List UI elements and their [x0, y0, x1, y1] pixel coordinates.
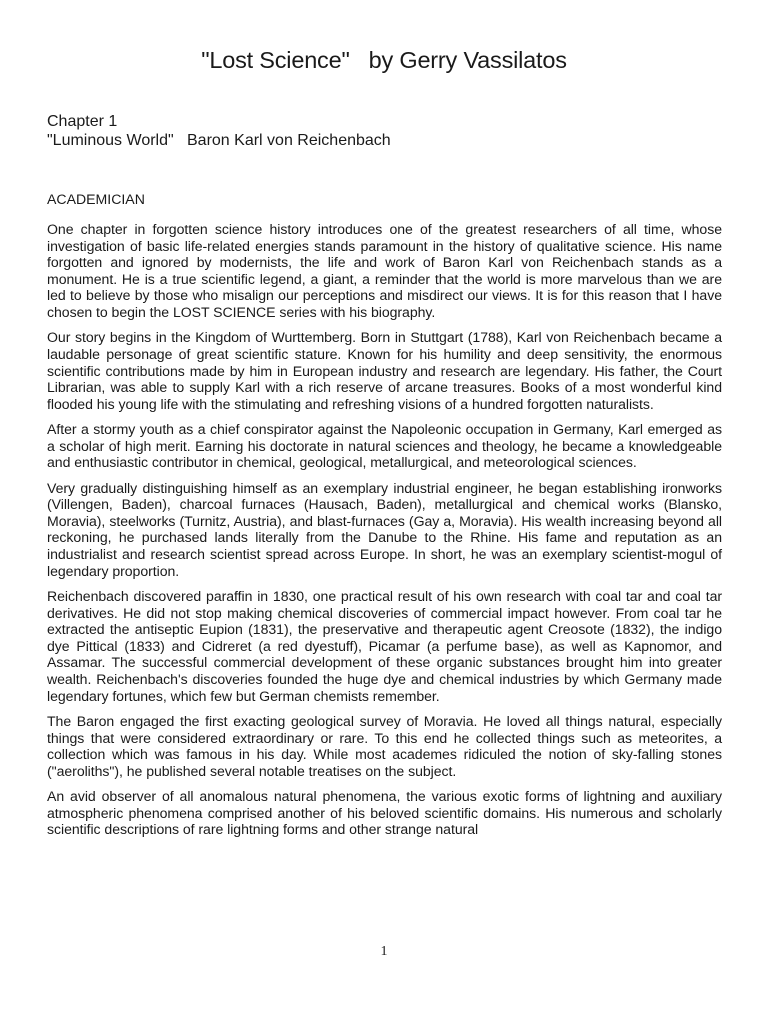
document-title: "Lost Science" by Gerry Vassilatos — [201, 47, 567, 73]
section-heading: ACADEMICIAN — [47, 191, 145, 207]
chapter-subtitle: "Luminous World" Baron Karl von Reichenbach — [47, 132, 391, 149]
paragraph: Our story begins in the Kingdom of Wurttemberg. Born in Stuttgart (1788), Karl von Reichenbach became a laudable personage of great scientific stature. Known for his humility and deep sensitivity, the enormous scientific contributions made by him in European industry and research are legendary. His father, the Court Librarian, was able to supply Karl with a rich reserve of arcane treasures. Books of a most wonderful kind flooded his young life with the stimulating and refreshing visions of a hundred forgotten naturalists. — [47, 329, 722, 412]
page-number: 1 — [380, 944, 388, 959]
paragraph: Very gradually distinguishing himself as an exemplary industrial engineer, he began establishing ironworks (Villengen, Baden), charcoal furnaces (Hausach, Baden), metallurgical and chemical works (Blansko, Moravia), steelworks (Turnitz, Austria), and blast-furnaces (Gay a, Moravia). His wealth increasing beyond all reckoning, he purchased lands literally from the Danube to the Rhine. His fame and reputation as an industrialist and research scientist spread across Europe. In short, he was an exemplary scientist-mogul of legendary proportion. — [47, 479, 722, 579]
chapter-label: Chapter 1 — [47, 113, 118, 130]
paragraph: The Baron engaged the first exacting geological survey of Moravia. He loved all things natural, especially things that were considered extraordinary or rare. To this end he collected things such as meteorites, a collection which was famous in his day. While most academes ridiculed the notion of sky-falling stones ("aeroliths"), he published several notable treatises on the subject. — [47, 713, 722, 779]
body-text — [47, 221, 722, 847]
paragraph: An avid observer of all anomalous natural phenomena, the various exotic forms of lightning and auxiliary atmospheric phenomena comprised another of his beloved scientific domains. His numerous and scholarly scientific descriptions of rare lightning forms and other strange natural — [47, 788, 722, 838]
paragraph: After a stormy youth as a chief conspirator against the Napoleonic occupation in Germany, Karl emerged as a scholar of high merit. Earning his doctorate in natural sciences and theology, he became a knowledgeable and enthusiastic contributor in chemical, geological, metallurgical, and meteorological sciences. — [47, 421, 722, 471]
paragraph: One chapter in forgotten science history introduces one of the greatest researchers of all time, whose investigation of basic life-related energies stands paramount in the history of qualitative science. His name forgotten and ignored by modernists, the life and work of Baron Karl von Reichenbach stands as a monument. He is a true scientific legend, a giant, a reminder that the world is more marvelous than we are led to believe by those who misalign our perceptions and misdirect our views. It is for this reason that I have chosen to begin the LOST SCIENCE series with his biography. — [47, 221, 722, 320]
chapter-header — [47, 112, 391, 150]
paragraph: Reichenbach discovered paraffin in 1830, one practical result of his own research with coal tar and coal tar derivatives. He did not stop making chemical discoveries of commercial impact however. From coal tar he extracted the antiseptic Eupion (1831), the preservative and therapeutic agent Creosote (1832), the indigo dye Pittical (1833) and Cidreret (a red dyestuff), Picamar (a perfume base), as well as Kapnomor, and Assamar. The successful commercial development of these organic substances brought him into greater wealth. Reichenbach's discoveries founded the huge dye and chemical industries by which Germany made legendary fortunes, which few but German chemists remember. — [47, 588, 722, 704]
